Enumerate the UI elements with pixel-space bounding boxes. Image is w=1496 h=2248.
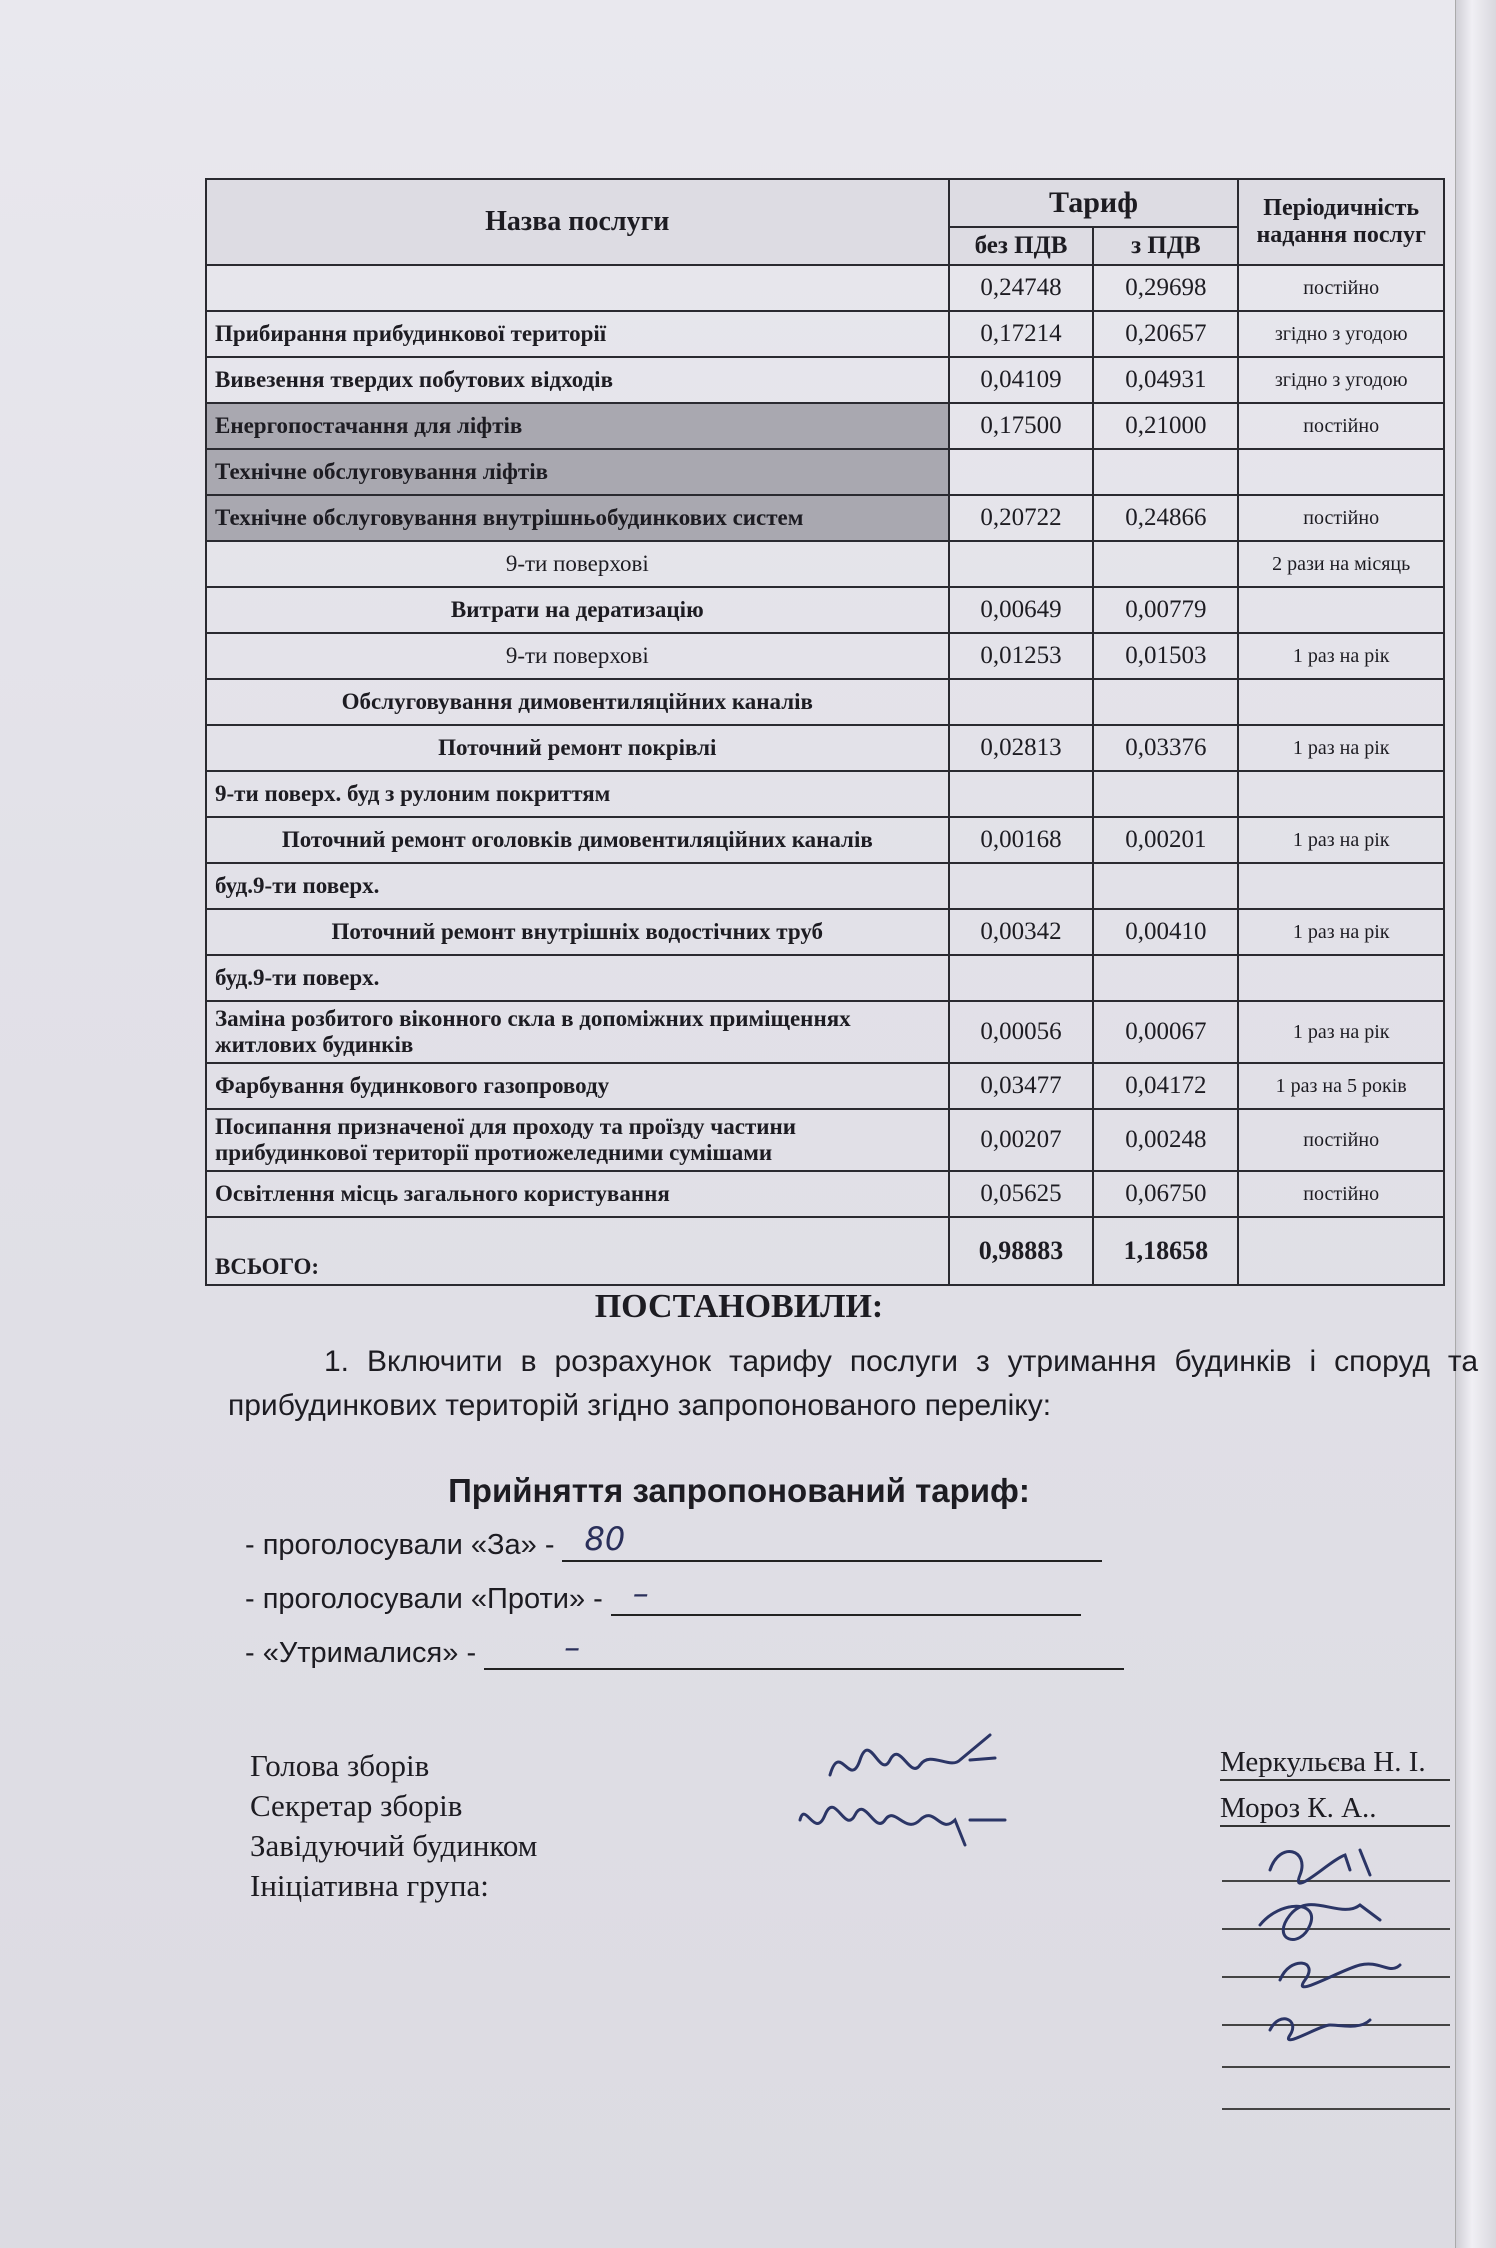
- periodicity: 1 раз на рік: [1238, 817, 1444, 863]
- service-name: Освітлення місць загального користування: [206, 1171, 949, 1217]
- price-with-vat: [1093, 771, 1238, 817]
- table-row: [206, 587, 1444, 633]
- price-with-vat: 0,00248: [1093, 1109, 1238, 1171]
- table-row: [206, 1109, 1444, 1171]
- header-service-name: Назва послуги: [206, 179, 949, 265]
- table-row: [206, 449, 1444, 495]
- service-name: буд.9-ти поверх.: [206, 955, 949, 1001]
- manager-label: Завідуючий будинком: [250, 1828, 538, 1863]
- header-periodicity: Періодичність надання послуг: [1238, 179, 1444, 265]
- vote-for-value: 80: [584, 1520, 626, 1558]
- vote-against-label: - проголосували «Проти» -: [245, 1583, 603, 1615]
- price-without-vat: 0,00168: [949, 817, 1094, 863]
- service-name: Прибирання прибудинкової території: [206, 311, 949, 357]
- table-row: [206, 495, 1444, 541]
- service-name: Фарбування будинкового газопроводу: [206, 1063, 949, 1109]
- price-without-vat: [949, 449, 1094, 495]
- vote-for-label: - проголосували «За» -: [245, 1529, 555, 1561]
- periodicity: 1 раз на рік: [1238, 1001, 1444, 1063]
- vote-for-row: [245, 1520, 1102, 1562]
- service-name: Посипання призначеної для проходу та проїзду частини прибудинкової території протиожеледними сумішами: [206, 1109, 949, 1171]
- periodicity: згідно з угодою: [1238, 311, 1444, 357]
- vote-abstained-label: - «Утрималися» -: [245, 1637, 477, 1669]
- vote-for-blank: [562, 1520, 1102, 1562]
- service-name: Енергопостачання для ліфтів: [206, 403, 949, 449]
- service-name: Технічне обслуговування ліфтів: [206, 449, 949, 495]
- table-row: [206, 1171, 1444, 1217]
- price-without-vat: 0,17214: [949, 311, 1094, 357]
- vote-against-value: –: [632, 1574, 649, 1612]
- chair-label: Голова зборів: [250, 1748, 430, 1783]
- price-with-vat: 0,00067: [1093, 1001, 1238, 1063]
- price-with-vat: 0,20657: [1093, 311, 1238, 357]
- price-without-vat: 0,00056: [949, 1001, 1094, 1063]
- vote-against-row: [245, 1574, 1081, 1616]
- vote-heading: Прийняття запропонований тариф:: [448, 1472, 1030, 1509]
- service-name: 9-ти поверхові: [206, 541, 949, 587]
- page-edge: [1455, 0, 1496, 2248]
- service-name: Поточний ремонт внутрішніх водостічних труб: [206, 909, 949, 955]
- service-name: Витрати на дератизацію: [206, 587, 949, 633]
- periodicity: постійно: [1238, 1171, 1444, 1217]
- price-with-vat: 0,29698: [1093, 265, 1238, 311]
- price-without-vat: [949, 541, 1094, 587]
- initiative-group-label: Ініціативна група:: [250, 1868, 489, 1903]
- price-with-vat: 0,00201: [1093, 817, 1238, 863]
- header-without-vat: без ПДВ: [949, 227, 1094, 265]
- price-with-vat: 0,01503: [1093, 633, 1238, 679]
- service-name: [206, 265, 949, 311]
- price-with-vat: 0,21000: [1093, 403, 1238, 449]
- secretary-signature: [790, 1790, 1020, 1860]
- price-without-vat: [949, 679, 1094, 725]
- table-row: [206, 311, 1444, 357]
- table-row: [206, 1063, 1444, 1109]
- periodicity: 1 раз на рік: [1238, 909, 1444, 955]
- periodicity: 2 рази на місяць: [1238, 541, 1444, 587]
- price-without-vat: 0,03477: [949, 1063, 1094, 1109]
- total-row: [206, 1217, 1444, 1285]
- service-name: 9-ти поверхові: [206, 633, 949, 679]
- total-periodicity: [1238, 1217, 1444, 1285]
- total-with-vat: 1,18658: [1093, 1217, 1238, 1285]
- periodicity: [1238, 771, 1444, 817]
- price-without-vat: 0,00207: [949, 1109, 1094, 1171]
- service-name: Поточний ремонт покрівлі: [206, 725, 949, 771]
- price-with-vat: 0,03376: [1093, 725, 1238, 771]
- vote-abstained-blank: [484, 1628, 1124, 1670]
- price-with-vat: [1093, 449, 1238, 495]
- price-with-vat: 0,00410: [1093, 909, 1238, 955]
- periodicity: [1238, 863, 1444, 909]
- header-with-vat: з ПДВ: [1093, 227, 1238, 265]
- periodicity: [1238, 449, 1444, 495]
- resolved-heading: ПОСТАНОВИЛИ:: [594, 1288, 884, 1325]
- price-without-vat: 0,00342: [949, 909, 1094, 955]
- periodicity: [1238, 955, 1444, 1001]
- price-without-vat: 0,04109: [949, 357, 1094, 403]
- price-with-vat: 0,24866: [1093, 495, 1238, 541]
- service-name: Вивезення твердих побутових відходів: [206, 357, 949, 403]
- resolution-paragraph: 1. Включити в розрахунок тарифу послуги з утримання будинків і споруд та прибудинкових територій згідно запропонованого переліку:: [228, 1345, 1478, 1422]
- periodicity: постійно: [1238, 265, 1444, 311]
- price-with-vat: [1093, 541, 1238, 587]
- vote-against-blank: [611, 1574, 1081, 1616]
- secretary-name: Мороз К. А..: [1220, 1792, 1450, 1827]
- table-row: [206, 357, 1444, 403]
- service-name: Поточний ремонт оголовків димовентиляційних каналів: [206, 817, 949, 863]
- price-without-vat: 0,20722: [949, 495, 1094, 541]
- chair-name: Меркульєва Н. І.: [1220, 1746, 1450, 1781]
- table-row: [206, 909, 1444, 955]
- vote-abstained-row: [245, 1628, 1124, 1670]
- periodicity: постійно: [1238, 495, 1444, 541]
- tariff-table: [205, 178, 1445, 1286]
- service-name: Обслуговування димовентиляційних каналів: [206, 679, 949, 725]
- price-with-vat: [1093, 863, 1238, 909]
- service-name: буд.9-ти поверх.: [206, 863, 949, 909]
- price-with-vat: [1093, 955, 1238, 1001]
- price-with-vat: 0,04172: [1093, 1063, 1238, 1109]
- periodicity: [1238, 679, 1444, 725]
- table-row: [206, 679, 1444, 725]
- price-without-vat: 0,02813: [949, 725, 1094, 771]
- price-without-vat: 0,24748: [949, 265, 1094, 311]
- initiative-signatures: [1250, 1830, 1450, 2060]
- tariff-table-body: [206, 265, 1444, 1285]
- price-without-vat: 0,17500: [949, 403, 1094, 449]
- price-with-vat: 0,04931: [1093, 357, 1238, 403]
- total-label: ВСЬОГО:: [206, 1217, 949, 1285]
- table-row: [206, 1001, 1444, 1063]
- price-without-vat: [949, 955, 1094, 1001]
- service-name: Технічне обслуговування внутрішньобудинкових систем: [206, 495, 949, 541]
- periodicity: постійно: [1238, 403, 1444, 449]
- table-row: [206, 403, 1444, 449]
- price-without-vat: [949, 771, 1094, 817]
- periodicity: постійно: [1238, 1109, 1444, 1171]
- header-tariff: Тариф: [949, 179, 1239, 227]
- price-with-vat: 0,06750: [1093, 1171, 1238, 1217]
- price-with-vat: 0,00779: [1093, 587, 1238, 633]
- price-with-vat: [1093, 679, 1238, 725]
- table-row: [206, 817, 1444, 863]
- table-row: [206, 633, 1444, 679]
- service-name: Заміна розбитого віконного скла в допоміжних приміщеннях житлових будинків: [206, 1001, 949, 1063]
- table-row: [206, 265, 1444, 311]
- signature-line: [1222, 2108, 1450, 2110]
- table-row: [206, 541, 1444, 587]
- periodicity: 1 раз на рік: [1238, 633, 1444, 679]
- periodicity: [1238, 587, 1444, 633]
- price-without-vat: 0,01253: [949, 633, 1094, 679]
- table-row: [206, 863, 1444, 909]
- table-row: [206, 725, 1444, 771]
- periodicity: згідно з угодою: [1238, 357, 1444, 403]
- periodicity: 1 раз на 5 років: [1238, 1063, 1444, 1109]
- periodicity: 1 раз на рік: [1238, 725, 1444, 771]
- secretary-label: Секретар зборів: [250, 1788, 463, 1823]
- service-name: 9-ти поверх. буд з рулоним покриттям: [206, 771, 949, 817]
- signature-line: [1222, 2066, 1450, 2068]
- price-without-vat: 0,00649: [949, 587, 1094, 633]
- table-row: [206, 955, 1444, 1001]
- vote-abstained-value: –: [564, 1628, 581, 1666]
- table-row: [206, 771, 1444, 817]
- total-without-vat: 0,98883: [949, 1217, 1094, 1285]
- price-without-vat: [949, 863, 1094, 909]
- price-without-vat: 0,05625: [949, 1171, 1094, 1217]
